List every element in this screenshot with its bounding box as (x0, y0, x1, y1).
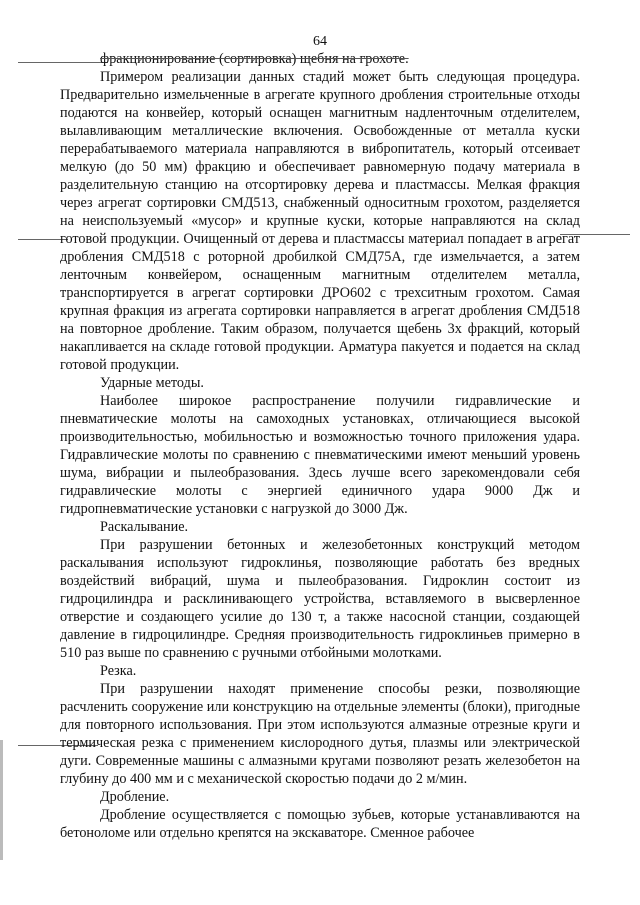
section-heading-crushing: Дробление. (100, 789, 170, 805)
scan-edge-shadow (0, 740, 3, 860)
paragraph-splitting: При разрушении бетонных и железобетонных конструкций методом раскалывания используют гидроклинья, позволяющие работать без вредных воздействий вибраций, шума и пылеобразования. Гидроклин состоит из гидроцилиндра и расклинивающего устройства, вставляемого в высверленное отверстие и создающего усилие до 130 т, а также насосной станции, создающей давление в гидроцилиндре. Средняя производительность гидроклиньев примерно в 510 раз выше по сравнению с ручными отбойными молотками. (60, 537, 580, 661)
section-heading-splitting: Раскалывание. (100, 519, 189, 535)
page-number: 64 (313, 34, 327, 49)
paragraph-cutting: При разрушении находят применение способы резки, позволяющие расчленить сооружение или конструкцию на отдельные элементы (блоки), пригодные для повторного использования. При этом используются алмазные отрезные круги и термическая резка с применением кислородного дутья, плазмы или электрической дуги. Современные машины с алмазными кругами позволяют резать железобетон на глубину до 400 мм и с механической скоростью подачи до 2 м/мин. (60, 681, 580, 787)
paragraph-continuation: фракционирование (сортировка) щебня на грохоте. (100, 51, 409, 67)
paragraph-crushing: Дробление осуществляется с помощью зубьев, которые устанавливаются на бетоноломе или отдельно крепятся на экскаваторе. Сменное рабочее (60, 807, 580, 841)
document-body (60, 50, 580, 842)
section-heading-impact-methods: Ударные методы. (100, 375, 204, 391)
paragraph-hammers: Наиболее широкое распространение получили гидравлические и пневматические молоты на самоходных установках, отличающиеся высокой производительностью, мобильностью и возможностью точного приложения удара. Гидравлические молоты по сравнению с пневматическими имеют меньший уровень шума, вибрации и пылеобразования. Здесь лучше всего зарекомендовали себя гидравлические молоты с энергией единичного удара 9000 Дж и гидропневматические установки с нагрузкой до 3000 Дж. (60, 393, 580, 517)
paragraph-procedure: Примером реализации данных стадий может быть следующая процедура. Предварительно измельченные в агрегате крупного дробления строительные отходы подаются на конвейер, который оснащен магнитным надленточным отделителем, вылавливающим металлические включения. Освобожденные от металла куски перерабатываемого материала направляются в вибропитатель, который отсеивает мелкую (до 50 мм) фракцию и обеспечивает равномерную подачу материала в разделительную станцию на отсортировку дерева и пластмассы. Мелкая фракция через агрегат сортировки СМД513, снабженный односитным грохотом, разделяется на неиспользуемый «мусор» и крупные куски, которые направляются на склад готовой продукции. Очищенный от дерева и пластмассы материал попадает в агрегат дробления СМД518 с роторной дробилкой СМД75А, где измельчается, а затем ленточным конвейером, оснащенным магнитным отделителем металла, транспортируется в агрегат сортировки ДРО602 с трехситным грохотом. Самая крупная фракция из агрегата сортировки направляется в агрегат дробления СМД518 на повторное дробление. Таким образом, получается щебень 3х фракций, который накапливается на складе готовой продукции. Арматура пакуется и подается на склад готовой продукции. (60, 69, 580, 373)
section-heading-cutting: Резка. (100, 663, 137, 679)
